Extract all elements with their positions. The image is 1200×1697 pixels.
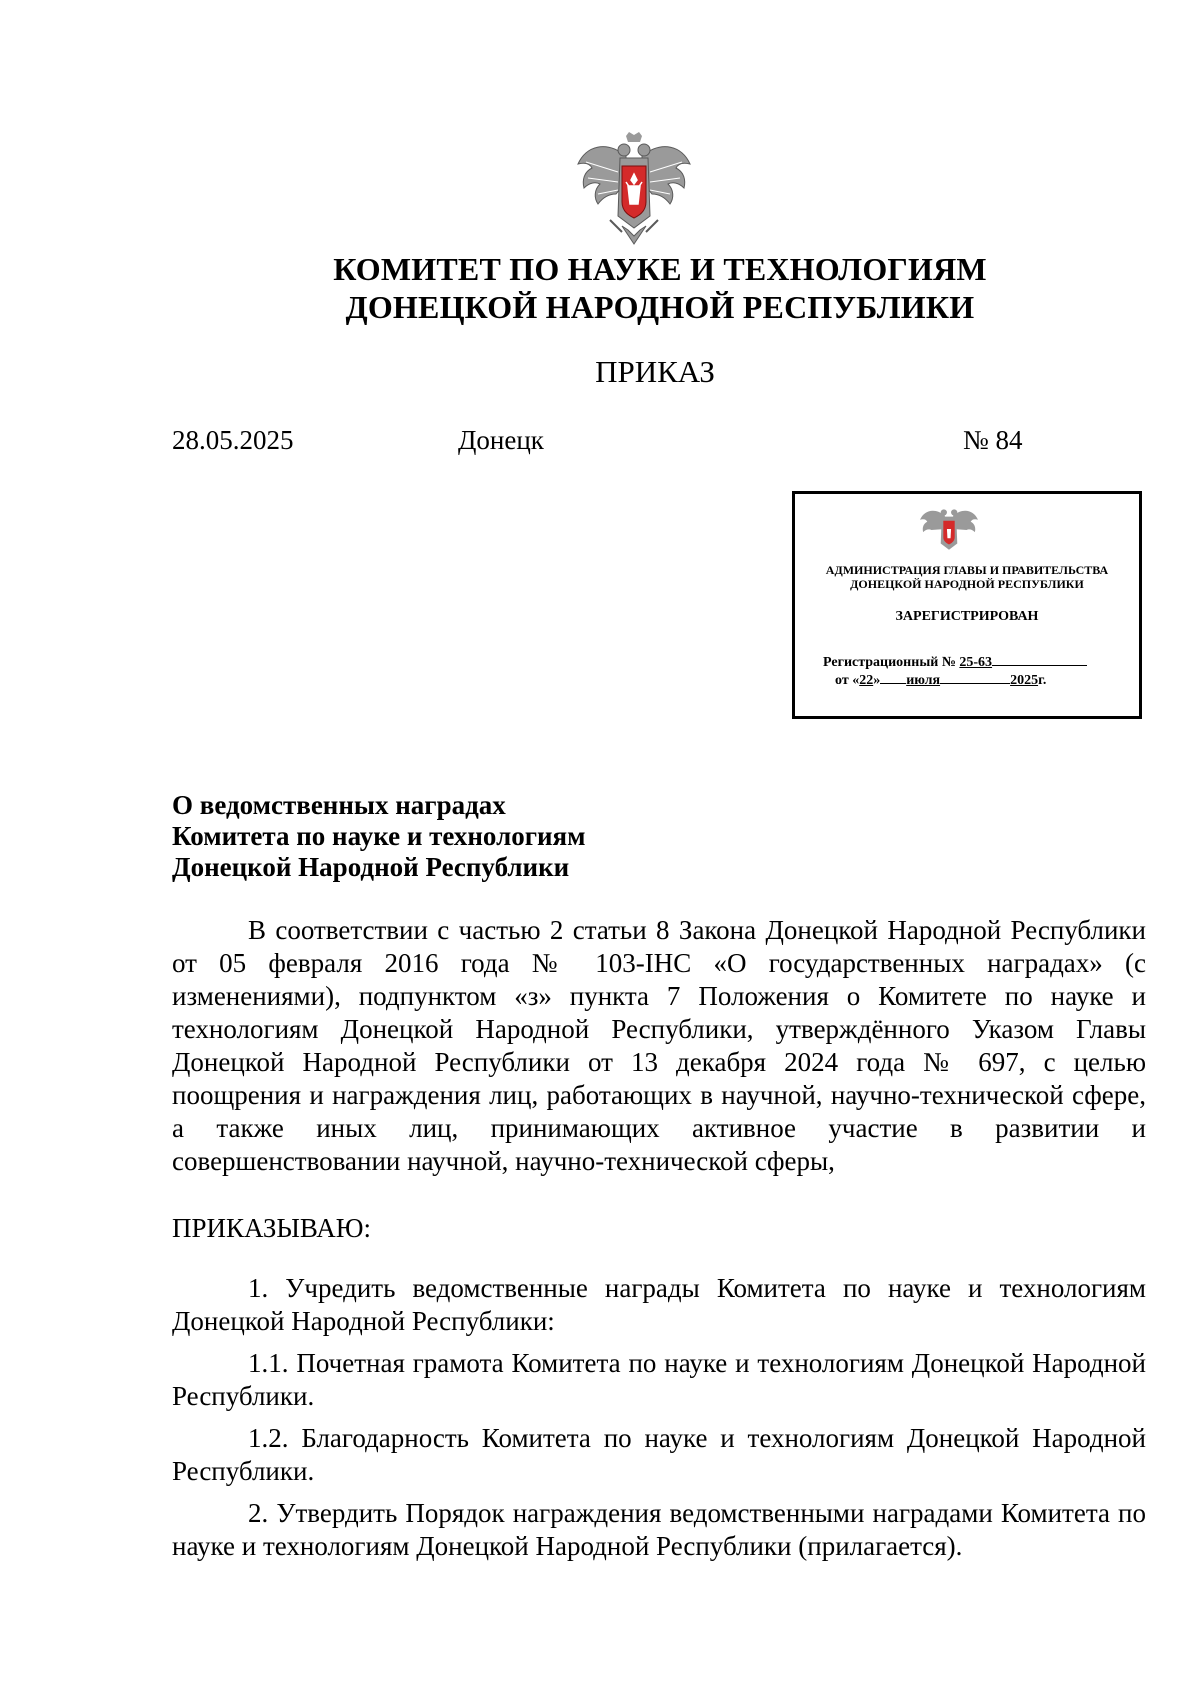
stamp-date-suffix: г.	[1038, 673, 1047, 688]
registration-stamp	[792, 491, 1142, 719]
org-title-line-2: ДОНЕЦКОЙ НАРОДНОЙ РЕСПУБЛИКИ	[345, 289, 975, 325]
subject-line-2: Комитета по науке и технологиям	[172, 821, 586, 851]
order-command: ПРИКАЗЫВАЮ:	[172, 1213, 371, 1243]
stamp-status: ЗАРЕГИСТРИРОВАН	[895, 609, 1039, 624]
stamp-date-day: 22	[859, 673, 874, 688]
order-item-1-2: 1.2. Благодарность Комитета по науке и технологиям Донецкой Народной Республики.	[172, 1423, 1146, 1486]
stamp-date-year: 2025	[1010, 673, 1039, 688]
stamp-date-mid: »	[873, 673, 881, 688]
preamble-paragraph: В соответствии с частью 2 статьи 8 Закона Донецкой Народной Республики от 05 февраля 2016 года № 103-IНС «О государственных наградах» (с изменениями), подпунктом «з» пункта 7 Положения о Комитете по науке и технологиям Донецкой Народной Республики, утверждённого Указом Главы Донецкой Народной Республики от 13 декабря 2024 года № 697, с целью поощрения и награждения лиц, работающих в научной, научно-технической сфере, а также иных лиц, принимающих активное участие в развитии и совершенствовании научной, научно-технической сферы,	[172, 915, 1146, 1176]
order-item-2: 2. Утвердить Порядок награждения ведомственными наградами Комитета по науке и технологиям Донецкой Народной Республики (прилагается).	[172, 1498, 1146, 1561]
subject-line-1: О ведомственных наградах	[172, 790, 506, 820]
stamp-reg-underline	[992, 651, 1087, 666]
organization-title	[0, 250, 1200, 326]
stamp-date-underline-2	[940, 669, 1010, 684]
coat-of-arms-emblem	[576, 132, 692, 246]
stamp-date-prefix: от «	[835, 673, 860, 688]
subject-line-3: Донецкой Народной Республики	[172, 852, 570, 882]
org-title-line-1: КОМИТЕТ ПО НАУКЕ И ТЕХНОЛОГИЯМ	[333, 251, 987, 287]
document-number: № 84	[963, 425, 1023, 455]
stamp-organization	[795, 563, 1139, 591]
stamp-date-month: июля	[906, 673, 941, 688]
order-item-1-1: 1.1. Почетная грамота Комитета по науке и технологиям Донецкой Народной Республики.	[172, 1348, 1146, 1411]
stamp-org-line-1: АДМИНИСТРАЦИЯ ГЛАВЫ И ПРАВИТЕЛЬСТВА	[825, 563, 1109, 577]
stamp-coat-of-arms-icon	[919, 504, 979, 554]
order-subject	[172, 790, 586, 883]
stamp-org-line-2: ДОНЕЦКОЙ НАРОДНОЙ РЕСПУБЛИКИ	[850, 577, 1084, 591]
stamp-date-line	[835, 669, 1046, 690]
stamp-reg-number: 25-63	[959, 655, 993, 670]
document-type: ПРИКАЗ	[595, 354, 715, 389]
stamp-reg-label: Регистрационный №	[823, 655, 956, 670]
stamp-date-underline-1	[880, 669, 906, 684]
order-item-1: 1. Учредить ведомственные награды Комитета по науке и технологиям Донецкой Народной Республики:	[172, 1273, 1146, 1336]
document-city: Донецк	[458, 425, 544, 455]
document-date: 28.05.2025	[172, 425, 294, 455]
